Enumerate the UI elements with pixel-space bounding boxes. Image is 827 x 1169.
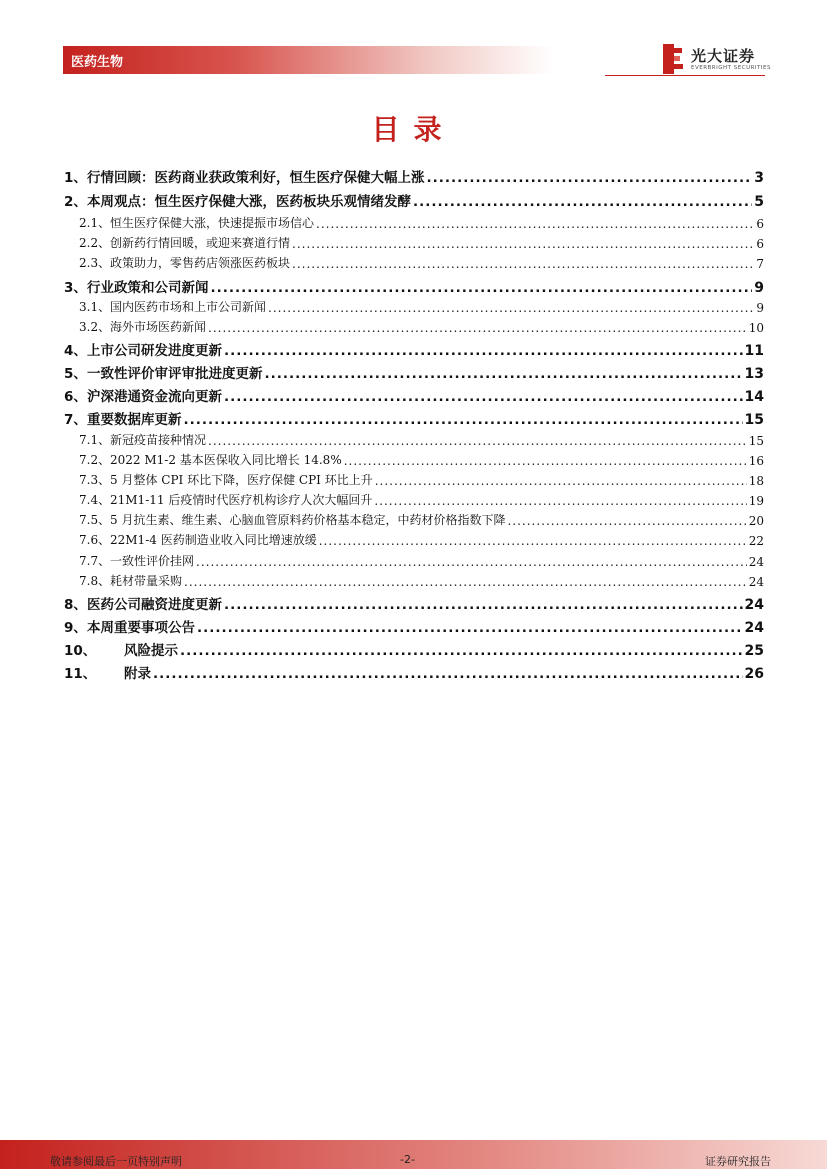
page-number: -2- <box>400 1153 415 1166</box>
toc-entry[interactable] <box>79 488 764 508</box>
toc-entry-page: 24 <box>744 620 764 636</box>
toc-leader-dots <box>268 301 754 315</box>
toc-entry-page: 22 <box>748 534 764 548</box>
toc-entry-number: 7.4、 <box>79 493 111 507</box>
toc-entry[interactable] <box>79 569 764 589</box>
toc-entry-title: 5 月整体 CPI 环比下降，医疗保健 CPI 环比上升 <box>110 473 373 487</box>
toc-entry-title: 附录 <box>124 666 151 682</box>
toc-entry-title: 一致性评价审评审批进度更新 <box>87 366 263 382</box>
toc-entry-page: 19 <box>748 494 764 508</box>
header-section-bar <box>63 46 553 74</box>
toc-leader-dots <box>196 555 747 569</box>
toc-entry-number: 8、 <box>64 597 87 613</box>
toc-entry-page: 26 <box>744 666 764 682</box>
toc-entry-number: 7.8、 <box>79 574 111 588</box>
toc-entry-title: 一致性评价挂网 <box>110 554 195 568</box>
toc-entry-page: 9 <box>754 280 764 296</box>
toc-leader-dots <box>197 620 743 636</box>
toc-entry-page: 10 <box>748 321 764 335</box>
toc-entry-page: 24 <box>744 597 764 613</box>
toc-entry-number: 2.2、 <box>79 236 111 250</box>
logo-text-en: EVERBRIGHT SECURITIES <box>691 65 771 71</box>
toc-entry-page: 18 <box>748 474 764 488</box>
toc-leader-dots <box>184 412 743 428</box>
toc-entry-title: 新冠疫苗接种情况 <box>110 433 207 447</box>
section-label: 医药生物 <box>71 55 124 70</box>
brand-logo <box>663 44 773 74</box>
toc-entry-title: 医药公司融资进度更新 <box>87 597 222 613</box>
toc-entry-number: 2.3、 <box>79 256 111 270</box>
toc-entry-number: 1、 <box>64 170 87 186</box>
page-title: 目录 <box>371 113 456 146</box>
toc-entry-number: 7、 <box>64 412 87 428</box>
toc-entry-page: 24 <box>748 575 764 589</box>
toc-leader-dots <box>316 217 754 231</box>
toc-entry-page: 11 <box>744 343 764 359</box>
toc-entry-number: 7.1、 <box>79 433 111 447</box>
toc-entry-title: 恒生医疗保健大涨，快速提振市场信心 <box>110 216 315 230</box>
footer-report-type: 证券研究报告 <box>705 1155 771 1168</box>
header-divider <box>605 75 765 76</box>
logo-text-cn: 光大证券 <box>691 47 756 65</box>
toc-entry[interactable] <box>79 295 764 315</box>
toc-entry-page: 20 <box>748 514 764 528</box>
toc-entry-title: 风险提示 <box>124 643 178 659</box>
footer-disclaimer: 敬请参阅最后一页特别声明 <box>50 1155 182 1168</box>
toc-entry-title: 政策助力，零售药店领涨医药板块 <box>110 256 291 270</box>
toc-leader-dots <box>208 434 747 448</box>
toc-entry-title: 上市公司研发进度更新 <box>87 343 222 359</box>
toc-entry-title: 22M1-4 医药制造业收入同比增速放缓 <box>110 533 317 547</box>
toc-entry[interactable] <box>79 231 764 251</box>
toc-entry-number: 7.5、 <box>79 513 111 527</box>
toc-leader-dots <box>224 389 743 405</box>
toc-entry-title: 重要数据库更新 <box>87 412 182 428</box>
toc-leader-dots <box>413 194 752 210</box>
toc-entry-page: 16 <box>748 454 764 468</box>
toc-entry-number: 7.2、 <box>79 453 111 467</box>
toc-entry-number: 2、 <box>64 194 87 210</box>
toc-entry-title: 国内医药市场和上市公司新闻 <box>110 300 267 314</box>
toc-entry[interactable] <box>79 448 764 468</box>
toc-entry-number: 5、 <box>64 366 87 382</box>
toc-entry-title: 2022 M1-2 基本医保收入同比增长 14.8% <box>110 453 342 467</box>
toc-entry-page: 5 <box>754 194 764 210</box>
toc-entry[interactable] <box>79 211 764 231</box>
toc-leader-dots <box>344 454 747 468</box>
toc-entry[interactable] <box>79 528 764 548</box>
toc-entry[interactable] <box>79 428 764 448</box>
toc-entry-number: 6、 <box>64 389 87 405</box>
toc-entry-title: 本周观点：恒生医疗保健大涨，医药板块乐观情绪发酵 <box>87 194 411 210</box>
toc-leader-dots <box>180 643 743 659</box>
toc-entry[interactable] <box>64 188 764 210</box>
toc-entry-page: 15 <box>744 412 764 428</box>
toc-entry-title: 21M1-11 后疫情时代医疗机构诊疗人次大幅回升 <box>110 493 373 507</box>
toc-entry-page: 6 <box>756 237 764 251</box>
toc-entry-number: 7.7、 <box>79 554 111 568</box>
toc-entry-number: 3.1、 <box>79 300 111 314</box>
toc-leader-dots <box>224 597 743 613</box>
toc-entry[interactable] <box>79 468 764 488</box>
toc-leader-dots <box>427 170 753 186</box>
toc-entry-number: 3、 <box>64 280 87 296</box>
toc-entry-title: 行情回顾：医药商业获政策利好，恒生医疗保健大幅上涨 <box>87 170 425 186</box>
toc-entry-number: 4、 <box>64 343 87 359</box>
toc-entry-number: 7.6、 <box>79 533 111 547</box>
toc-entry-title: 行业政策和公司新闻 <box>87 280 209 296</box>
toc-entry[interactable] <box>64 614 764 636</box>
toc-leader-dots <box>292 257 754 271</box>
toc-entry-page: 25 <box>744 643 764 659</box>
toc-entry[interactable] <box>79 251 764 271</box>
toc-entry[interactable] <box>64 383 764 405</box>
toc-entry[interactable] <box>64 164 764 186</box>
toc-entry-number: 10、 <box>64 643 97 659</box>
toc-entry[interactable] <box>79 315 764 335</box>
toc-entry-page: 9 <box>756 301 764 315</box>
toc-entry-page: 24 <box>748 555 764 569</box>
toc-leader-dots <box>184 575 747 589</box>
toc-entry-number: 9、 <box>64 620 87 636</box>
toc-entry-title: 创新药行情回暖，或迎来赛道行情 <box>110 236 291 250</box>
toc-entry-page: 7 <box>756 257 764 271</box>
toc-entry-page: 6 <box>756 217 764 231</box>
toc-leader-dots <box>153 666 743 682</box>
toc-entry[interactable] <box>64 360 764 382</box>
toc-entry-title: 海外市场医药新闻 <box>110 320 207 334</box>
toc-entry[interactable] <box>64 274 764 296</box>
toc-entry-title: 耗材带量采购 <box>110 574 183 588</box>
toc-leader-dots <box>319 534 747 548</box>
toc-entry-page: 14 <box>744 389 764 405</box>
toc-entry-number: 3.2、 <box>79 320 111 334</box>
toc-leader-dots <box>211 280 753 296</box>
toc-leader-dots <box>375 474 747 488</box>
toc-leader-dots <box>374 494 746 508</box>
toc-leader-dots <box>224 343 743 359</box>
toc-leader-dots <box>265 366 743 382</box>
toc-entry[interactable] <box>79 508 764 528</box>
toc-entry[interactable] <box>64 406 764 428</box>
toc-entry-page: 13 <box>744 366 764 382</box>
toc-leader-dots <box>507 514 746 528</box>
toc-entry-title: 沪深港通资金流向更新 <box>87 389 222 405</box>
toc-entry-title: 本周重要事项公告 <box>87 620 195 636</box>
toc-entry-page: 15 <box>748 434 764 448</box>
toc-entry[interactable] <box>64 337 764 359</box>
toc-entry-number: 2.1、 <box>79 216 111 230</box>
toc-entry[interactable] <box>64 591 764 613</box>
toc-entry[interactable] <box>64 660 764 682</box>
toc-entry[interactable] <box>79 549 764 569</box>
toc-entry-title: 5 月抗生素、维生素、心脑血管原料药价格基本稳定，中药材价格指数下降 <box>110 513 506 527</box>
toc-entry-page: 3 <box>754 170 764 186</box>
toc-leader-dots <box>292 237 754 251</box>
brand-logo-icon <box>663 44 685 74</box>
toc-entry[interactable] <box>64 637 764 659</box>
toc-leader-dots <box>208 321 747 335</box>
toc-entry-number: 11、 <box>64 666 97 682</box>
toc-entry-number: 7.3、 <box>79 473 111 487</box>
